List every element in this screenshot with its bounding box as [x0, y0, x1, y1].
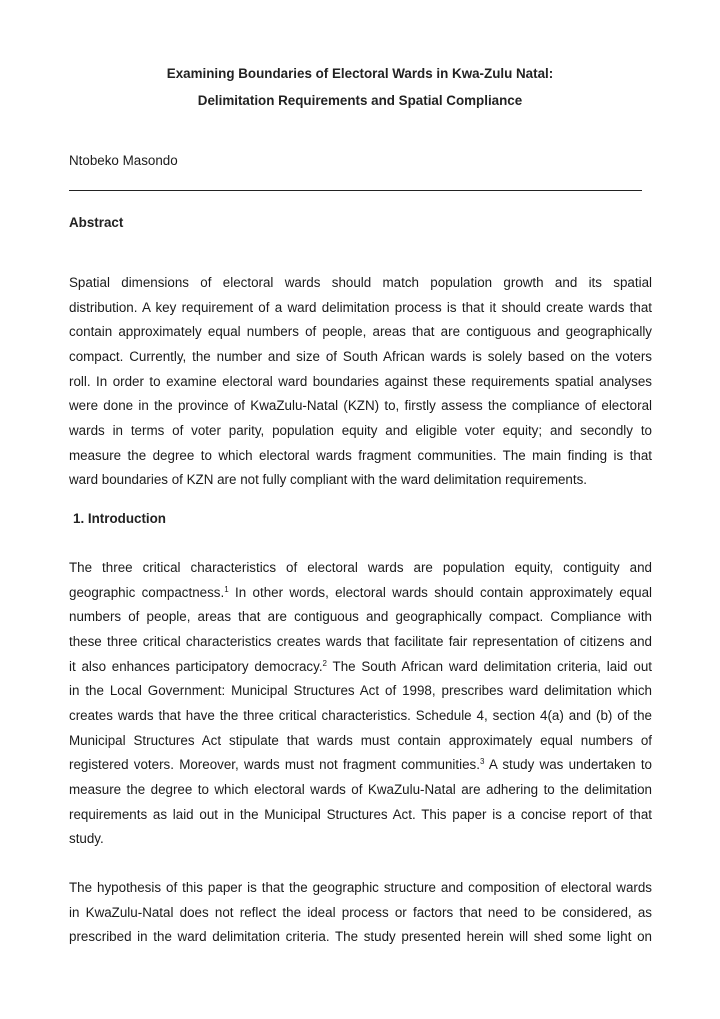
body-line: numbers of people, areas that are contiguous and geographically compact. Compliance with	[69, 609, 652, 625]
paper-title-line-1: Examining Boundaries of Electoral Wards in Kwa-Zulu Natal:	[166, 66, 554, 81]
body-line: it also enhances participatory democracy.$^2$ The South African ward delimitation criteria, laid out	[69, 658, 652, 674]
abstract-line: Spatial dimensions of electoral wards should match population growth and its spatial	[69, 275, 652, 290]
abstract-line: distribution. A key requirement of a ward delimitation process is that it should create wards that	[69, 299, 652, 315]
introduction-heading: 1. Introduction	[73, 511, 166, 526]
body-line: registered voters. Moreover, wards must not fragment communities.$^3$ A study was undertaken to	[69, 757, 652, 773]
abstract-line: measure the degree to which electoral wards fragment communities. The main finding is that	[69, 447, 652, 463]
introduction-paragraph-2	[69, 876, 652, 950]
abstract-heading: Abstract	[69, 215, 124, 230]
abstract-line: wards in terms of voter parity, population equity and eligible voter equity; and secondly to	[69, 422, 652, 438]
body-line: study.	[69, 831, 104, 847]
body-line: geographic compactness.$^1$ In other words, electoral wards should contain approximately equal	[69, 584, 652, 600]
abstract-line: compact. Currently, the number and size of South African wards is solely based on the voters	[69, 348, 652, 364]
footnote-marker: 3	[479, 757, 485, 767]
abstract-line: were done in the province of KwaZulu-Natal (KZN) to, firstly assess the compliance of electoral	[69, 398, 652, 414]
footnote-marker: 1	[224, 584, 229, 594]
body-line: these three critical characteristics creates wards that facilitate fair representation of citizens and	[69, 633, 652, 649]
body-line: The hypothesis of this paper is that the geographic structure and composition of electoral wards	[69, 880, 652, 895]
body-line: creates wards that have the three critical characteristics. Schedule 4, section 4(a) and (b) of the	[69, 707, 652, 723]
footnote-marker: 2	[322, 658, 327, 668]
body-line: The three critical characteristics of electoral wards are population equity, contiguity and	[69, 560, 652, 575]
body-line: prescribed in the ward delimitation criteria. The study presented herein will shed some light on	[69, 929, 652, 945]
abstract-line: contain approximately equal numbers of people, areas that are contiguous and geographically	[69, 324, 652, 340]
body-line: in KwaZulu-Natal does not reflect the ideal process or factors that need to be considered, as	[69, 904, 652, 920]
separator-line	[69, 190, 642, 191]
body-line: Municipal Structures Act stipulate that wards must contain approximately equal numbers of	[69, 732, 652, 748]
body-line: requirements as laid out in the Municipal Structures Act. This paper is a concise report of that	[69, 806, 652, 822]
paper-title-line-2: Delimitation Requirements and Spatial Compliance	[197, 93, 523, 108]
author-name: Ntobeko Masondo	[69, 153, 178, 168]
body-line: measure the degree to which electoral wards of KwaZulu-Natal are adhering to the delimitation	[69, 781, 652, 797]
body-line: in the Local Government: Municipal Structures Act of 1998, prescribes ward delimitation which	[69, 683, 652, 699]
abstract-line: ward boundaries of KZN are not fully compliant with the ward delimitation requirements.	[69, 472, 588, 488]
introduction-paragraph-1	[69, 556, 652, 852]
abstract-paragraph	[69, 271, 652, 493]
abstract-line: roll. In order to examine electoral ward boundaries against these requirements spatial analyses	[69, 373, 652, 389]
